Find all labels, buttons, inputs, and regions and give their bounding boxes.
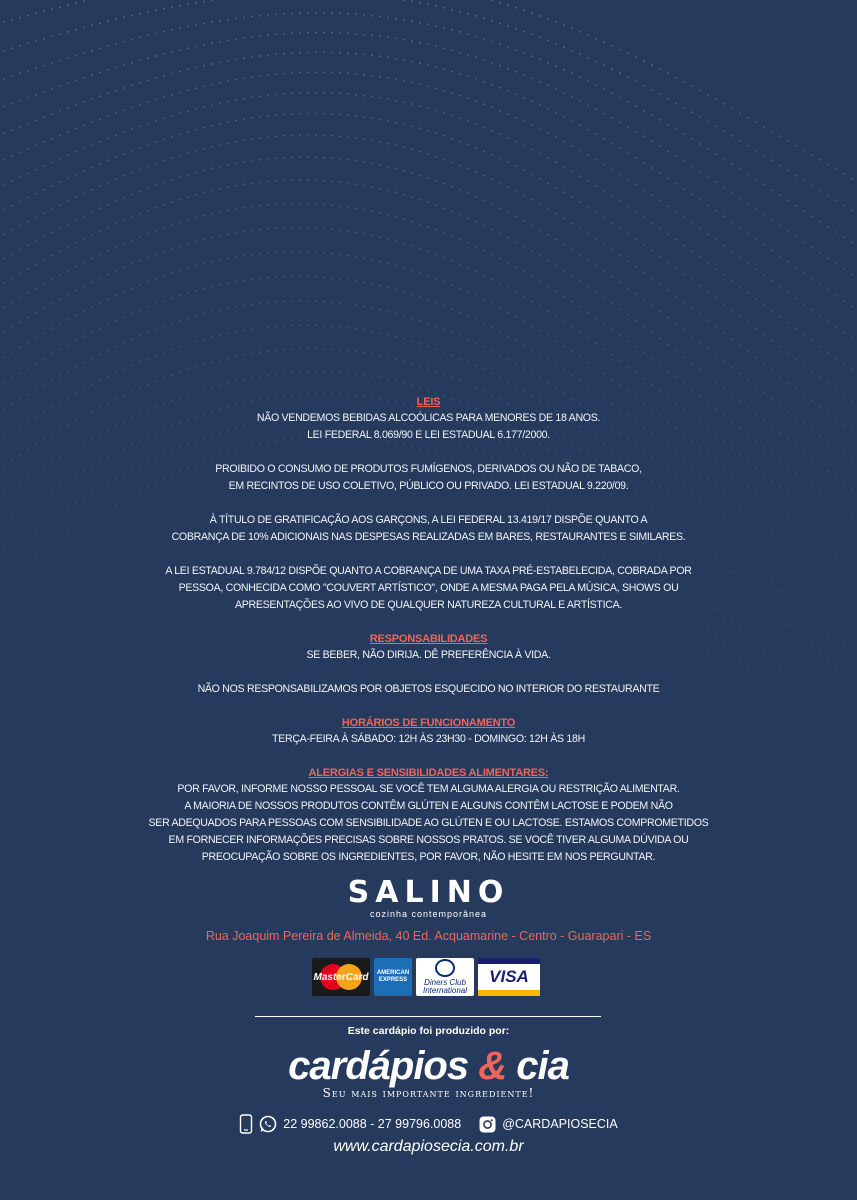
notice-line: A LEI ESTADUAL 9.784/12 DISPÕE QUANTO A COBRANÇA DE UMA TAXA PRÉ-ESTABELECIDA, COBRADA POR [165, 565, 692, 577]
notice-line: PESSOA, CONHECIDA COMO "COUVERT ARTÍSTICO", ONDE A MESMA PAGA PELA MÚSICA, SHOWS OU [178, 582, 679, 594]
amex-label: AMERICAN EXPRESS [376, 970, 410, 983]
notice-line: POR FAVOR, INFORME NOSSO PESSOAL SE VOCÊ TEM ALGUMA ALERGIA OU RESTRIÇÃO ALIMENTAR. [177, 783, 680, 795]
notice-line: NÃO NOS RESPONSABILIZAMOS POR OBJETOS ESQUECIDO NO INTERIOR DO RESTAURANTE [197, 683, 660, 695]
brand-tagline: Seu mais importante ingrediente! [322, 1086, 535, 1100]
notice-line: EM FORNECER INFORMAÇÕES PRECISAS SOBRE NOSSOS PRATOS. SE VOCÊ TIVER ALGUMA DÚVIDA OU [168, 834, 689, 846]
restaurant-logo [0, 876, 857, 919]
contact-line [0, 1114, 857, 1134]
visa-logo [478, 958, 540, 996]
restaurant-subtitle: cozinha contemporânea [369, 909, 488, 919]
mastercard-logo [312, 958, 370, 996]
produced-by-text: Este cardápio foi produzido por: [347, 1025, 510, 1037]
section-1 [0, 631, 857, 698]
diners-logo [416, 958, 474, 996]
brand-left: cardápios [288, 1044, 469, 1088]
notice-line: EM RECINTOS DE USO COLETIVO, PÚBLICO OU PRIVADO. LEI ESTADUAL 9.220/09. [228, 480, 629, 492]
section-heading: RESPONSABILIDADES [369, 633, 488, 645]
notice-line: APRESENTAÇÕES AO VIVO DE QUALQUER NATUREZA CULTURAL E ARTÍSTICA. [235, 599, 622, 611]
whatsapp-icon [259, 1115, 277, 1133]
brand-ampersand: & [478, 1044, 507, 1088]
restaurant-name: SALINO [347, 875, 510, 910]
phone-numbers: 22 99862.0088 - 27 99796.0088 [283, 1117, 462, 1131]
notice-line: LEI FEDERAL 8.069/90 E LEI ESTADUAL 6.177/2000. [307, 429, 550, 441]
section-heading: HORÁRIOS DE FUNCIONAMENTO [341, 717, 516, 729]
section-heading: ALERGIAS E SENSIBILIDADES ALIMENTARES: [308, 767, 549, 779]
notice-line: À TÍTULO DE GRATIFICAÇÃO AOS GARÇONS, A LEI FEDERAL 13.419/17 DISPÕE QUANTO A [209, 514, 648, 526]
cardapios-cia-logo [0, 1042, 857, 1100]
section-0 [0, 394, 857, 614]
section-3 [0, 765, 857, 866]
diners-label: Diners Club International [422, 978, 468, 995]
notice-line: SER ADEQUADOS PARA PESSOAS COM SENSIBILIDADE AO GLÚTEN E OU LACTOSE. ESTAMOS COMPROMETIDOS [148, 817, 709, 829]
notice-line: PREOCUPAÇÃO SOBRE OS INGREDIENTES, POR FAVOR, NÃO HESITE EM NOS PERGUNTAR. [201, 851, 656, 863]
payment-cards [312, 958, 540, 996]
restaurant-address: Rua Joaquim Pereira de Almeida, 40 Ed. Acquamarine - Centro - Guarapari - ES [205, 929, 652, 943]
instagram-handle: @CARDAPIOSECIA [502, 1117, 618, 1131]
notice-line: TERÇA-FEIRA À SÁBADO: 12H ÀS 23H30 - DOMINGO: 12H ÀS 18H [272, 733, 585, 745]
section-2 [0, 715, 857, 748]
notice-line: COBRANÇA DE 10% ADICIONAIS NAS DESPESAS REALIZADAS EM BARES, RESTAURANTES E SIMILARES. [171, 531, 686, 543]
legal-notices [0, 394, 857, 866]
notice-line: NÃO VENDEMOS BEBIDAS ALCOÓLICAS PARA MENORES DE 18 ANOS. [256, 412, 601, 424]
brand-right: cia [516, 1044, 569, 1088]
instagram-icon [479, 1116, 496, 1133]
phone-icon [239, 1114, 253, 1134]
diners-icon [435, 959, 455, 977]
footer-divider [255, 1016, 601, 1017]
section-heading: LEIS [416, 396, 441, 408]
cardapios-cia-name [0, 1042, 857, 1090]
amex-logo [374, 958, 412, 996]
notice-line: PROIBIDO O CONSUMO DE PRODUTOS FUMÍGENOS, DERIVADOS OU NÃO DE TABACO, [215, 463, 642, 475]
notice-line: SE BEBER, NÃO DIRIJA. DÊ PREFERÊNCIA À VIDA. [306, 649, 551, 661]
website-url: www.cardapiosecia.com.br [333, 1138, 524, 1155]
mastercard-label: MasterCard [313, 971, 369, 983]
visa-label: VISA [489, 967, 529, 986]
notice-line: A MAIORIA DE NOSSOS PRODUTOS CONTÊM GLÚTEN E ALGUNS CONTÊM LACTOSE E PODEM NÃO [184, 800, 673, 812]
